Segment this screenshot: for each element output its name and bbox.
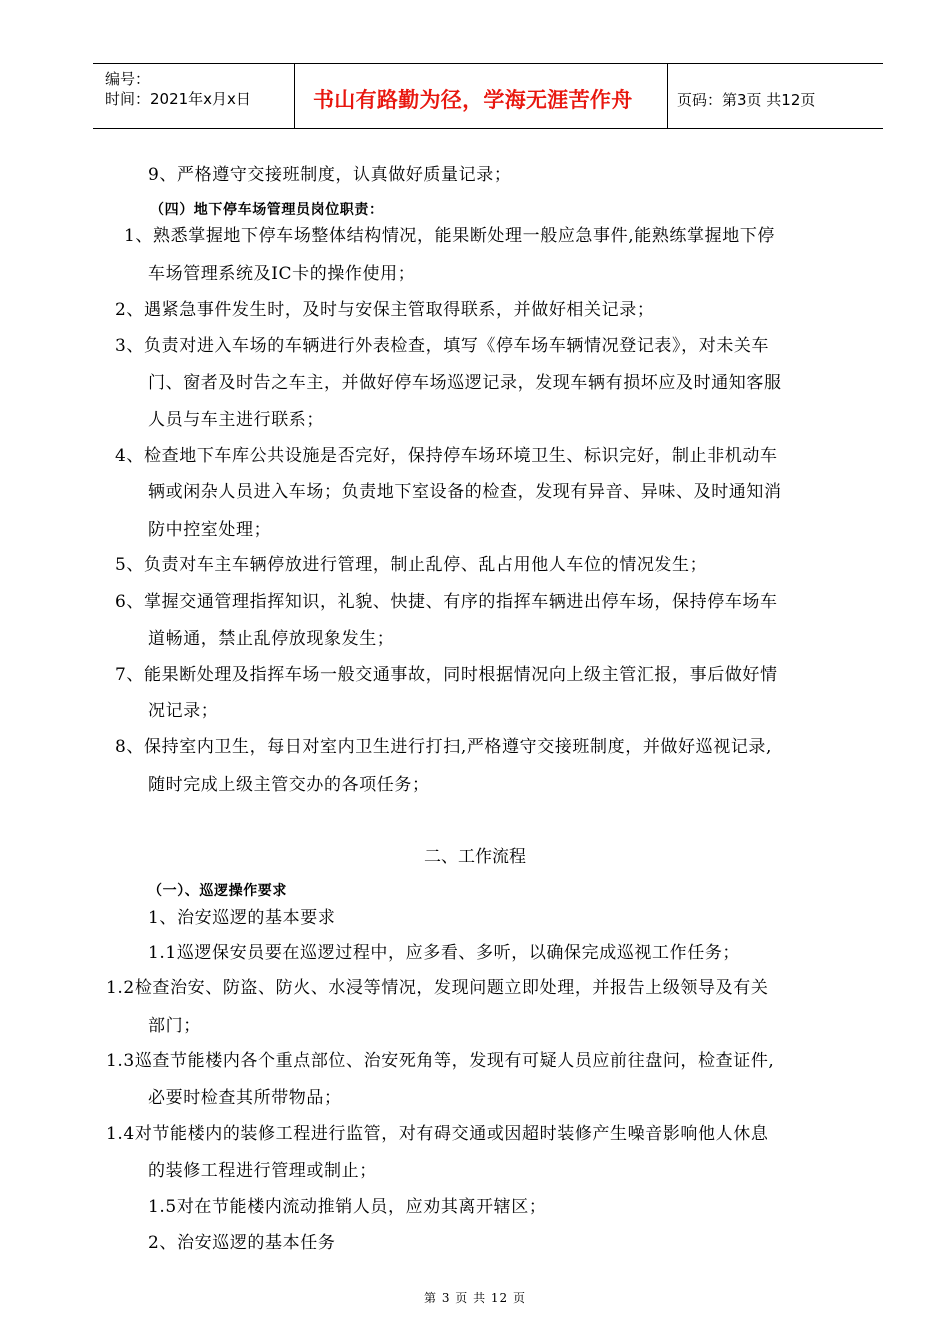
duty-line: 6、掌握交通管理指挥知识，礼貌、快捷、有序的指挥车辆进出停车场，保持停车场车 (115, 592, 778, 612)
duty-line: 7、能果断处理及指挥车场一般交通事故，同时根据情况向上级主管汇报，事后做好情 (115, 665, 778, 685)
page-header (93, 63, 883, 129)
process-line: 部门； (148, 1016, 201, 1036)
page-footer: 第 3 页 共 12 页 (424, 1291, 526, 1305)
duty-line: 人员与车主进行联系； (148, 410, 324, 430)
process-line: 1.2检查治安、防盗、防火、水浸等情况，发现问题立即处理，并报告上级领导及有关 (106, 978, 769, 998)
process-line: 2、治安巡逻的基本任务 (148, 1233, 336, 1253)
process-line: 1、治安巡逻的基本要求 (148, 908, 336, 928)
duty-line: 况记录； (148, 701, 219, 721)
header-page-info: 页码：第3页 共12页 (677, 91, 816, 109)
header-page-cell (668, 64, 883, 128)
process-line: 1.4对节能楼内的装修工程进行监管，对有碍交通或因超时装修产生噪音影响他人休息 (106, 1124, 769, 1144)
header-meta-cell (93, 64, 295, 128)
duty-line: 车场管理系统及IC卡的操作使用； (148, 264, 416, 284)
duty-line: 随时完成上级主管交办的各项任务； (148, 775, 430, 795)
document-number-label: 编号： (105, 70, 151, 88)
duty-line: 9、严格遵守交接班制度，认真做好质量记录； (148, 165, 512, 185)
process-line: 1.1巡逻保安员要在巡逻过程中，应多看、多听，以确保完成巡视工作任务； (148, 943, 741, 963)
process-line: 的装修工程进行管理或制止； (148, 1161, 377, 1181)
process-line: 1.3巡查节能楼内各个重点部位、治安死角等，发现有可疑人员应前往盘问，检查证件, (106, 1051, 775, 1071)
chapter-heading: 二、工作流程 (424, 847, 526, 867)
process-line: 1.5对在节能楼内流动推销人员，应劝其离开辖区； (148, 1197, 547, 1217)
duty-line: 5、负责对车主车辆停放进行管理，制止乱停、乱占用他人车位的情况发生； (115, 555, 708, 575)
duty-line: 3、负责对进入车场的车辆进行外表检查，填写《停车场车辆情况登记表》，对未关车 (115, 336, 770, 356)
duty-line: 防中控室处理； (148, 520, 272, 540)
duty-line: 1、熟悉掌握地下停车场整体结构情况，能果断处理一般应急事件,能熟练掌握地下停 (124, 226, 776, 246)
duty-line: 2、遇紧急事件发生时，及时与安保主管取得联系，并做好相关记录； (115, 300, 655, 320)
subsection-heading: （一）、巡逻操作要求 (148, 883, 287, 899)
document-time-label: 时间：2021年x月x日 (105, 90, 251, 108)
duty-line: 4、检查地下车库公共设施是否完好，保持停车场环境卫生、标识完好，制止非机动车 (115, 446, 778, 466)
duty-line: 道畅通，禁止乱停放现象发生； (148, 629, 395, 649)
duty-line: 门、窗者及时告之车主，并做好停车场巡逻记录，发现车辆有损坏应及时通知客服 (148, 373, 782, 393)
process-line: 必要时检查其所带物品； (148, 1088, 342, 1108)
header-motto-cell (295, 64, 668, 128)
duty-line: 8、保持室内卫生，每日对室内卫生进行打扫,严格遵守交接班制度，并做好巡视记录, (115, 737, 773, 757)
header-motto: 书山有路勤为径，学海无涯苦作舟 (313, 88, 633, 112)
section-heading: （四）地下停车场管理员岗位职责： (150, 202, 384, 218)
duty-line: 辆或闲杂人员进入车场；负责地下室设备的检查，发现有异音、异味、及时通知消 (148, 482, 782, 502)
